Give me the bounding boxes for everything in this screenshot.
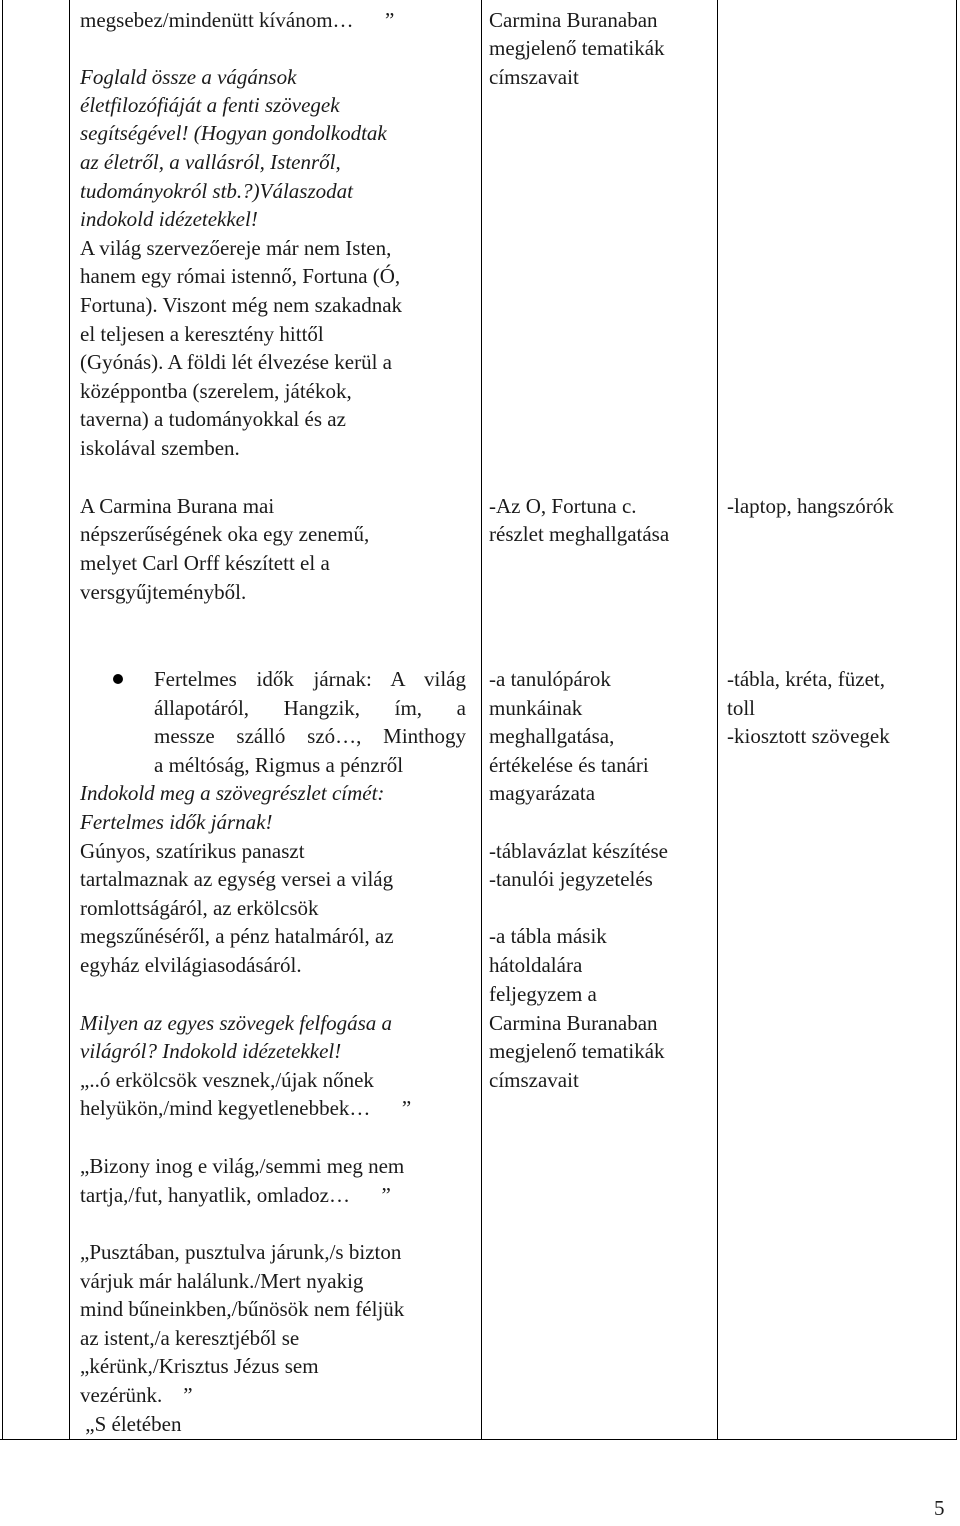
text-line: (Gyónás). A földi lét élvezése kerül a [80, 350, 392, 374]
table-divider-3 [717, 0, 718, 1440]
task-line: életfilozófiáját a fenti szövegek [80, 93, 340, 117]
bullet-text-line: állapotáról, Hangzik, ím, a [154, 696, 466, 720]
bullet-text-line: a méltóság, Rigmus a pénzről [154, 753, 404, 777]
table-border-left [2, 0, 3, 1440]
text-line: -tanulói jegyzetelés [489, 867, 653, 891]
text-line: értékelése és tanári [489, 753, 649, 777]
task-line: indokold idézetekkel! [80, 207, 258, 231]
text-line: megsebez/mindenütt kívánom… ” [80, 8, 395, 32]
text-line: feljegyzem a [489, 982, 597, 1006]
text-line: romlottságáról, az erkölcsök [80, 896, 319, 920]
text-line: részlet meghallgatása [489, 522, 670, 546]
bullet-text-line: Fertelmes idők járnak: A világ [154, 667, 466, 691]
quote-line: helyükön,/mind kegyetlenebbek… ” [80, 1096, 412, 1120]
text-line: versgyűjteményből. [80, 580, 247, 604]
text-line: A Carmina Burana mai [80, 494, 275, 518]
task-line: Fertelmes idők járnak! [80, 810, 273, 834]
table-bottom-border [0, 1439, 957, 1440]
quote-line: „Pusztában, pusztulva járunk,/s bizton [80, 1240, 402, 1264]
task-line: Foglald össze a vágánsok [80, 65, 297, 89]
text-line: -tábla, kréta, füzet, [727, 667, 885, 691]
text-line: megjelenő tematikák [489, 36, 665, 60]
text-line: iskolával szemben. [80, 436, 240, 460]
text-line: meghallgatása, [489, 724, 615, 748]
text-line: Fortuna). Viszont még nem szakadnak [80, 293, 403, 317]
task-line: tudományokról stb.?)Válaszodat [80, 179, 353, 203]
task-line: segítségével! (Hogyan gondolkodtak [80, 121, 387, 145]
text-line: -a tábla másik [489, 924, 607, 948]
text-line: címszavait [489, 1068, 579, 1092]
quote-line: „kérünk,/Krisztus Jézus sem [80, 1354, 319, 1378]
quote-line: az istent,/a keresztjéből se [80, 1326, 300, 1350]
quote-line: „..ó erkölcsök vesznek,/újak nőnek [80, 1068, 374, 1092]
task-line: Milyen az egyes szövegek felfogása a [80, 1011, 392, 1035]
quote-line: vezérünk. ” [80, 1383, 193, 1407]
text-line: munkáinak [489, 696, 583, 720]
text-line: melyet Carl Orff készített el a [80, 551, 330, 575]
text-line: toll [727, 696, 756, 720]
quote-line: mind bűneinkben,/bűnösök nem féljük [80, 1297, 405, 1321]
text-line: taverna) a tudományokkal és az [80, 407, 346, 431]
quote-line: „S életében [80, 1412, 182, 1436]
text-line: -laptop, hangszórók [727, 494, 894, 518]
text-line: -kiosztott szövegek [727, 724, 890, 748]
text-line: magyarázata [489, 781, 596, 805]
text-line: tartalmaznak az egység versei a világ [80, 867, 394, 891]
text-line: hátoldalára [489, 953, 583, 977]
table-divider-2 [481, 0, 482, 1440]
text-line: megjelenő tematikák [489, 1039, 665, 1063]
text-line: Gúnyos, szatírikus panaszt [80, 839, 305, 863]
bullet-text-line: messze szálló szó…, Minthogy [154, 724, 466, 748]
page-number: 5 [934, 1496, 945, 1520]
quote-line: „Bizony inog e világ,/semmi meg nem [80, 1154, 405, 1178]
text-line: egyház elvilágiasodásáról. [80, 953, 302, 977]
text-line: -a tanulópárok [489, 667, 611, 691]
text-line: népszerűségének oka egy zenemű, [80, 522, 370, 546]
table-divider-1 [69, 0, 70, 1440]
task-line: az életről, a vallásról, Istenről, [80, 150, 341, 174]
quote-line: várjuk már halálunk./Mert nyakig [80, 1269, 364, 1293]
table-border-right [956, 0, 957, 1440]
text-line: A világ szervezőereje már nem Isten, [80, 236, 392, 260]
text-line: Carmina Buranaban [489, 8, 658, 32]
text-line: el teljesen a keresztény hittől [80, 322, 324, 346]
text-line: megszűnéséről, a pénz hatalmáról, az [80, 924, 394, 948]
quote-line: tartja,/fut, hanyatlik, omladoz… ” [80, 1183, 391, 1207]
text-line: hanem egy római istennő, Fortuna (Ó, [80, 264, 401, 288]
text-line: Carmina Buranaban [489, 1011, 658, 1035]
task-line: világról? Indokold idézetekkel! [80, 1039, 342, 1063]
text-line: középpontba (szerelem, játékok, [80, 379, 352, 403]
task-line: Indokold meg a szövegrészlet címét: [80, 781, 385, 805]
bullet-icon [113, 674, 123, 684]
text-line: címszavait [489, 65, 579, 89]
text-line: -táblavázlat készítése [489, 839, 668, 863]
text-line: -Az O, Fortuna c. [489, 494, 637, 518]
